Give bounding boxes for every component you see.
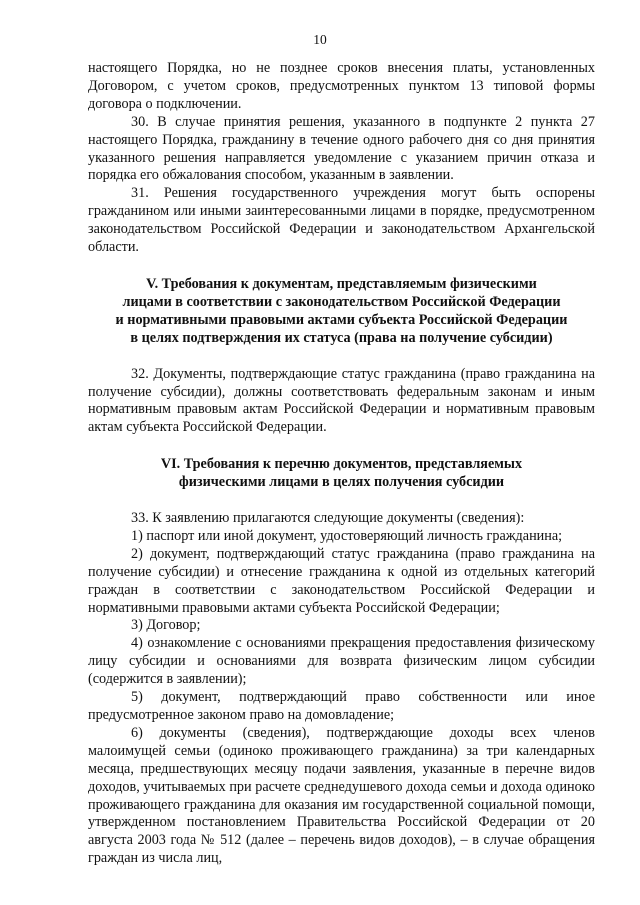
paragraph-30: 30. В случае принятия решения, указанного в подпункте 2 пункта 27 настоящего Порядка, гражданину в течение одного рабочего дня со дня принятия указанного решения направляется уведомление с указанием причин отказа и порядка его обжалования способом, указанным в заявлении.: [88, 113, 595, 184]
page-content: [88, 60, 595, 868]
section-5-heading: [88, 276, 595, 348]
section-5-heading-line: в целях подтверждения их статуса (права на получение субсидии): [130, 329, 553, 346]
list-item-1: 1) паспорт или иной документ, удостоверяющий личность гражданина;: [131, 527, 563, 544]
section-5-heading-line: лицами в соответствии с законодательством Российской Федерации: [122, 293, 561, 310]
page-number: 10: [313, 32, 327, 47]
paragraph-31: 31. Решения государственного учреждения могут быть оспорены гражданином или иными заинтересованными лицами в порядке, предусмотренном законодательством Российской Федерации и законодательством Архангельской области.: [88, 185, 595, 256]
paragraph-33: 33. К заявлению прилагаются следующие документы (сведения):: [131, 510, 525, 527]
section-5-heading-line: и нормативными правовыми актами субъекта Российской Федерации: [115, 311, 568, 328]
paragraph-continuation: настоящего Порядка, но не позднее сроков внесения платы, установленных Договором, с учетом сроков, предусмотренных пунктом 13 типовой формы договора о подключении.: [88, 60, 595, 112]
list-item-5: 5) документ, подтверждающий право собственности или иное предусмотренное законом право на домовладение;: [88, 689, 595, 723]
section-6-heading: [88, 456, 595, 492]
section-6-heading-line: физическими лицами в целях получения субсидии: [178, 474, 505, 491]
list-item-6: 6) документы (сведения), подтверждающие доходы всех членов малоимущей семьи (одиноко проживающего гражданина) за три календарных месяца, предшествующих месяцу подачи заявления, указанные в перечне видов доходов, учитываемых при расчете среднедушевого дохода семьи и дохода одиноко проживающего гражданина для оказания им государственной социальной помощи, утвержденном постановлением Правительства Российской Федерации от 20 августа 2003 года № 512 (далее – перечень видов доходов), – в случае обращения граждан из числа лиц,: [88, 724, 595, 867]
list-item-3: 3) Договор;: [131, 617, 201, 634]
list-item-4: 4) ознакомление с основаниями прекращения предоставления физическому лицу субсидии и основаниями для возврата физическим лицом субсидии (содержится в заявлении);: [88, 635, 595, 688]
paragraph-32: 32. Документы, подтверждающие статус гражданина (право гражданина на получение субсидии), должны соответствовать федеральным законам и иным нормативным правовым актам Российской Федерации и нормативным правовым актам субъекта Российской Федерации.: [88, 365, 595, 436]
list-item-2: 2) документ, подтверждающий статус гражданина (право гражданина на получение субсидии) и отнесение гражданина к одной из отдельных категорий граждан в соответствии с законодательством Российской Федерации и нормативными правовыми актами субъекта Российской Федерации;: [88, 545, 595, 616]
section-5-heading-line: V. Требования к документам, представляемым физическими: [146, 275, 537, 292]
section-6-heading-line: VI. Требования к перечню документов, представляемых: [160, 456, 523, 473]
